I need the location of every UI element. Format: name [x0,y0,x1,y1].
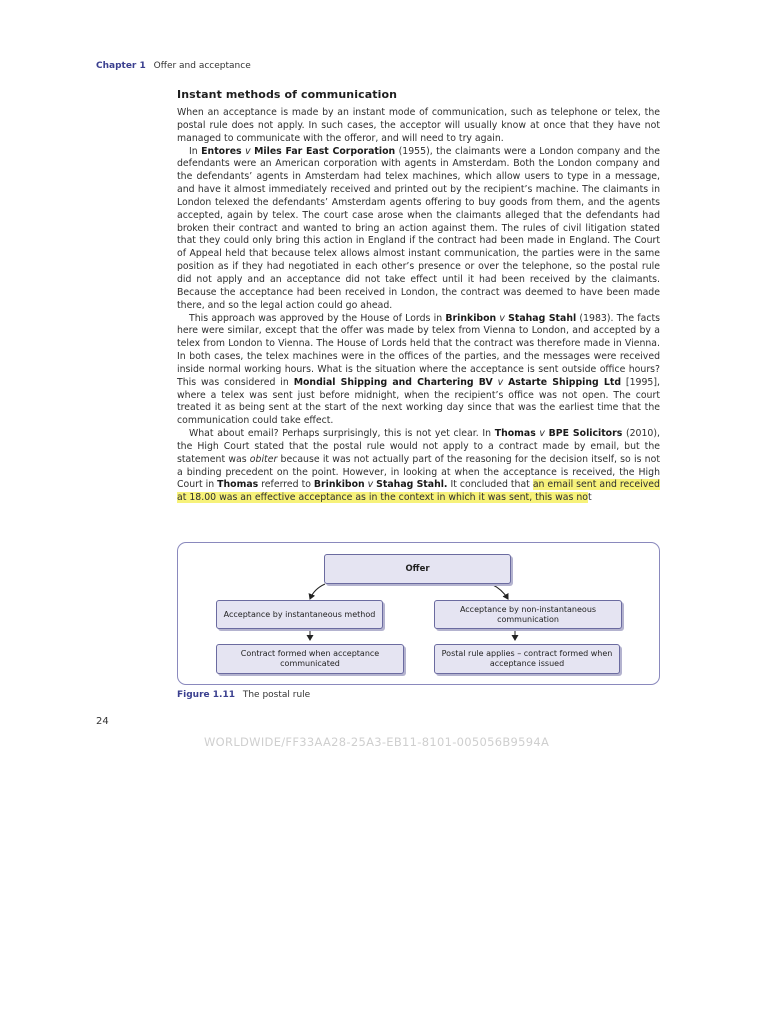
case-name: Brinkibon [313,479,365,491]
arrow-offer-to-left [310,584,325,599]
text-highlight: an email sent and received at 18.00 was an effective acceptance as in the context in which it was sent, this was no [177,479,660,504]
arrow-offer-to-right [491,584,508,599]
case-name: Stahag Stahl [508,312,577,324]
offer-box: Offer [324,554,511,584]
obiter-term: obiter [249,453,278,465]
non-instantaneous-acceptance-box: Acceptance by non-instantaneous communication [434,600,622,629]
paragraph-1: When an acceptance is made by an instant mode of communication, such as telephone or telex, the postal rule does not apply. In such cases, the acceptor will usually know at once that they have not managed to communicate with the offeror, and will need to try again. [177,107,660,144]
case-name: Brinkibon [445,312,497,324]
case-name: Entores [201,145,242,157]
case-name: BPE Solicitors [548,428,623,440]
case-name: Thomas [494,428,536,440]
chapter-title: Offer and acceptance [153,61,251,71]
running-head [96,61,251,71]
section-heading: Instant methods of communication [177,88,398,101]
case-name: Stahag Stahl. [376,479,448,491]
paragraph-4: What about email? Perhaps surprisingly, this is not yet clear. In Thomas v BPE Solicitors (2010), the High Court stated that the postal rule would not apply to a contract made by email, but the statement was obiter because it was not actually part of the reasoning for the decision itself, so is not a binding precedent on the point. However, in looking at when the acceptance is received, the High Court in Thomas referred to Brinkibon v Stahag Stahl. It concluded that an email sent and received at 18.00 was an effective acceptance as in the context in which it was sent, this was not [177,428,660,504]
figure-title: The postal rule [242,690,311,700]
postal-rule-applies-box: Postal rule applies – contract formed when acceptance issued [434,644,620,674]
page-number: 24 [96,716,109,727]
contract-formed-box: Contract formed when acceptance communicated [216,644,404,674]
main-text [177,88,660,505]
postal-rule-diagram [177,542,660,685]
case-name: Astarte Shipping Ltd [508,376,622,388]
figure-caption [177,690,310,700]
case-name: Mondial Shipping and Chartering BV [293,376,493,388]
paragraph-2: In Entores v Miles Far East Corporation (1955), the claimants were a London company and the defendants were an American corporation with agents in Amsterdam. Both the London company and the defendants’ agents in Amsterdam had telex machines, which allow users to type in a message, and have it almost immediately received and printed out by the recipient’s machine. The claimants in London telexed the defendants’ Amsterdam agents offering to buy goods from them, and the agents accepted, again by telex. The court case arose when the claimants alleged that the defendants had broken their contract and wanted to bring an action against them. The rules of civil litigation stated that they could only bring this action in England if the contract had been made in England. The Court of Appeal held that because telex allows almost instant communication, the parties were in the same position as if they had negotiated in each other’s presence or over the telephone, so the postal rule did not apply and an acceptance did not take effect until it had been received by the claimants. Because the acceptance had been received in London, the contract was deemed to have been made there, and so the legal action could go ahead. [177,145,660,311]
figure-number: Figure 1.11 [177,690,235,700]
paragraph-3: This approach was approved by the House of Lords in Brinkibon v Stahag Stahl (1983). The facts here were similar, except that the offer was made by telex from Vienna to London, and accepted by a telex from London to Vienna. The House of Lords held that the contract was therefore made in Vienna. In both cases, the telex machines were in the offices of the parties, and the messages were received inside normal working hours. What is the situation where the acceptance is sent outside office hours? This was considered in Mondial Shipping and Chartering BV v Astarte Shipping Ltd [1995], where a telex was sent just before midnight, when the recipient’s office was not open. The court treated it as being sent at the start of the next working day since that was the earliest time that the communication could take effect. [177,312,660,427]
chapter-label: Chapter 1 [96,61,146,71]
watermark: WORLDWIDE/FF33AA28-25A3-EB11-8101-005056B9594A [204,735,550,749]
case-name: Miles Far East Corporation [254,145,396,157]
case-name: Thomas [217,479,259,491]
instantaneous-acceptance-box: Acceptance by instantaneous method [216,600,383,629]
